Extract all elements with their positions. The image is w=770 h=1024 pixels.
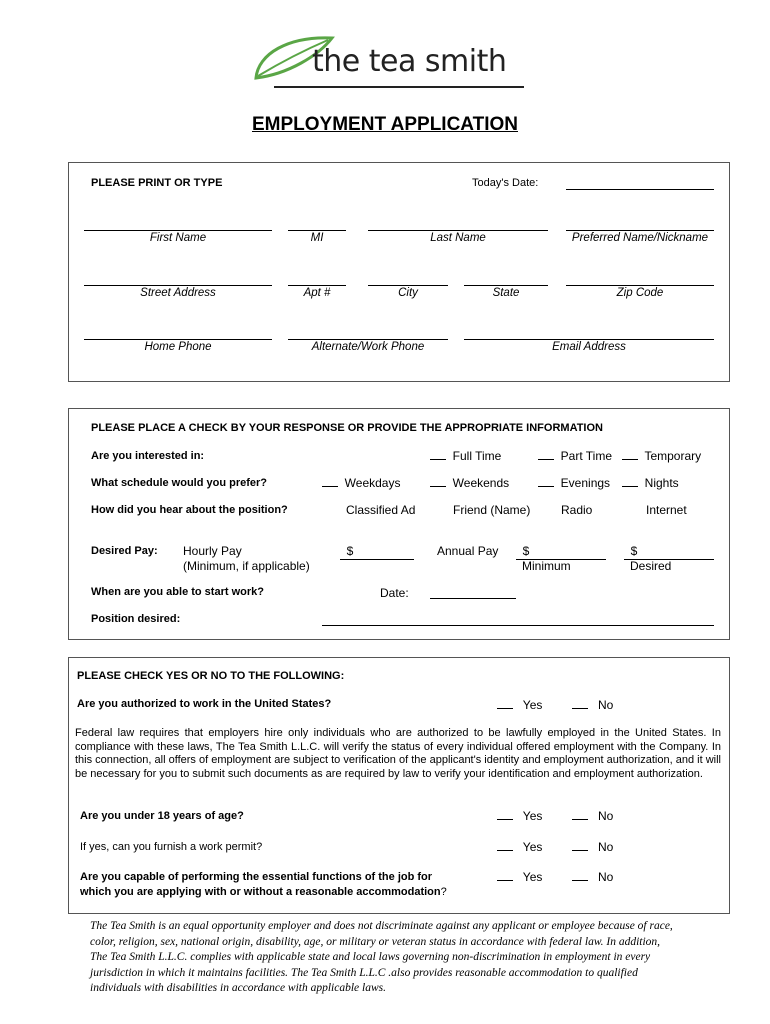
option-internet[interactable]: Internet: [646, 503, 687, 517]
work-permit-no[interactable]: No: [572, 840, 613, 854]
start-date-field[interactable]: [430, 598, 516, 599]
page-title: EMPLOYMENT APPLICATION: [252, 114, 518, 135]
option-classified-ad[interactable]: Classified Ad: [346, 503, 416, 517]
work-permit-yes[interactable]: Yes: [497, 840, 542, 854]
authorized-yes[interactable]: Yes: [497, 698, 542, 712]
option-part-time[interactable]: Part Time: [538, 449, 612, 463]
annual-pay-min-label: Minimum: [522, 559, 571, 573]
option-weekdays[interactable]: Weekdays: [322, 476, 400, 490]
hourly-pay-field[interactable]: $: [340, 544, 414, 560]
home-phone-label: Home Phone: [144, 341, 212, 353]
state-field[interactable]: [464, 285, 548, 286]
logo-text: the tea smith: [312, 44, 507, 79]
city-label: City: [398, 287, 418, 299]
todays-date-field[interactable]: [566, 189, 714, 190]
street-address-field[interactable]: [84, 285, 272, 286]
start-question: When are you able to start work?: [91, 586, 264, 598]
annual-pay-label: Annual Pay: [437, 544, 499, 558]
first-name-field[interactable]: [84, 230, 272, 231]
home-phone-field[interactable]: [84, 339, 272, 340]
annual-pay-desired-label: Desired: [630, 559, 672, 573]
hourly-pay-label: Hourly Pay: [183, 544, 242, 558]
logo: [248, 34, 524, 92]
option-friend[interactable]: Friend (Name): [453, 503, 531, 517]
start-date-label: Date:: [380, 586, 409, 600]
zip-field[interactable]: [566, 285, 714, 286]
street-address-label: Street Address: [140, 287, 216, 299]
section1-heading: PLEASE PRINT OR TYPE: [91, 177, 223, 189]
position-desired-label: Position desired:: [91, 613, 181, 625]
capable-question-mark: ?: [440, 886, 447, 898]
first-name-label: First Name: [149, 232, 207, 244]
capable-question: [80, 870, 447, 900]
state-label: State: [492, 287, 520, 299]
annual-pay-desired-field[interactable]: $: [624, 544, 714, 560]
preferred-name-label: Preferred Name/Nickname: [571, 232, 709, 244]
under18-no[interactable]: No: [572, 809, 613, 823]
schedule-question: What schedule would you prefer?: [91, 477, 268, 489]
position-desired-field[interactable]: [322, 625, 714, 626]
work-permit-question: If yes, can you furnish a work permit?: [80, 841, 263, 853]
alt-phone-field[interactable]: [288, 339, 448, 340]
zip-label: Zip Code: [616, 287, 664, 299]
hear-question: How did you hear about the position?: [91, 504, 288, 516]
annual-pay-min-field[interactable]: $: [516, 544, 606, 560]
option-radio[interactable]: Radio: [561, 503, 593, 517]
federal-law-text: Federal law requires that employers hire only individuals who are authorized to be lawfully employed in the United States. In compliance with these laws, The Tea Smith L.L.C. will verify the status of every individual offered employment with the Company. In this connection, all offers of employment are subject to verification of the applicant's identity and employment authorization, and it will be necessary for you to submit such documents as are required by law to verify your identification and employment authorization.: [75, 727, 721, 780]
capable-question-line1: Are you capable of performing the essential functions of the job for: [80, 871, 433, 883]
authorized-no[interactable]: No: [572, 698, 613, 712]
capable-yes[interactable]: Yes: [497, 870, 542, 884]
desired-pay-label: Desired Pay:: [91, 545, 158, 557]
apt-field[interactable]: [288, 285, 346, 286]
eeo-statement: The Tea Smith is an equal opportunity employer and does not discriminate against any applicant or employee because of race, color, religion, sex, national origin, disability, age, or military or veteran status in accordance with federal law. In addition, The Tea Smith L.L.C. complies with applicable state and local laws governing non-discrimination in employment in every jurisdiction in which it maintains facilities. The Tea Smith L.L.C .also provides reasonable accommodation to qualified individuals with disabilities in accordance with applicable laws.: [90, 920, 673, 994]
under18-question: Are you under 18 years of age?: [80, 810, 244, 822]
apt-label: Apt #: [303, 287, 331, 299]
email-label: Email Address: [552, 341, 626, 353]
interested-question: Are you interested in:: [91, 450, 205, 462]
authorized-question: Are you authorized to work in the United States?: [77, 698, 332, 710]
capable-question-line2: which you are applying with or without a reasonable accommodation: [80, 886, 441, 898]
option-nights[interactable]: Nights: [622, 476, 679, 490]
option-full-time[interactable]: Full Time: [430, 449, 501, 463]
mi-label: MI: [310, 232, 324, 244]
alt-phone-label: Alternate/Work Phone: [311, 341, 425, 353]
mi-field[interactable]: [288, 230, 346, 231]
email-field[interactable]: [464, 339, 714, 340]
capable-no[interactable]: No: [572, 870, 613, 884]
option-evenings[interactable]: Evenings: [538, 476, 610, 490]
section2-heading: PLEASE PLACE A CHECK BY YOUR RESPONSE OR PROVIDE THE APPROPRIATE INFORMATION: [91, 422, 603, 434]
under18-yes[interactable]: Yes: [497, 809, 542, 823]
hourly-pay-note: (Minimum, if applicable): [183, 559, 310, 573]
todays-date-label: Today's Date:: [472, 177, 539, 189]
option-temporary[interactable]: Temporary: [622, 449, 701, 463]
job-preferences-section: [68, 408, 730, 640]
city-field[interactable]: [368, 285, 448, 286]
section3-heading: PLEASE CHECK YES OR NO TO THE FOLLOWING:: [77, 670, 345, 682]
logo-underline: [274, 86, 524, 88]
last-name-field[interactable]: [368, 230, 548, 231]
option-weekends[interactable]: Weekends: [430, 476, 509, 490]
preferred-name-field[interactable]: [566, 230, 714, 231]
last-name-label: Last Name: [430, 232, 486, 244]
